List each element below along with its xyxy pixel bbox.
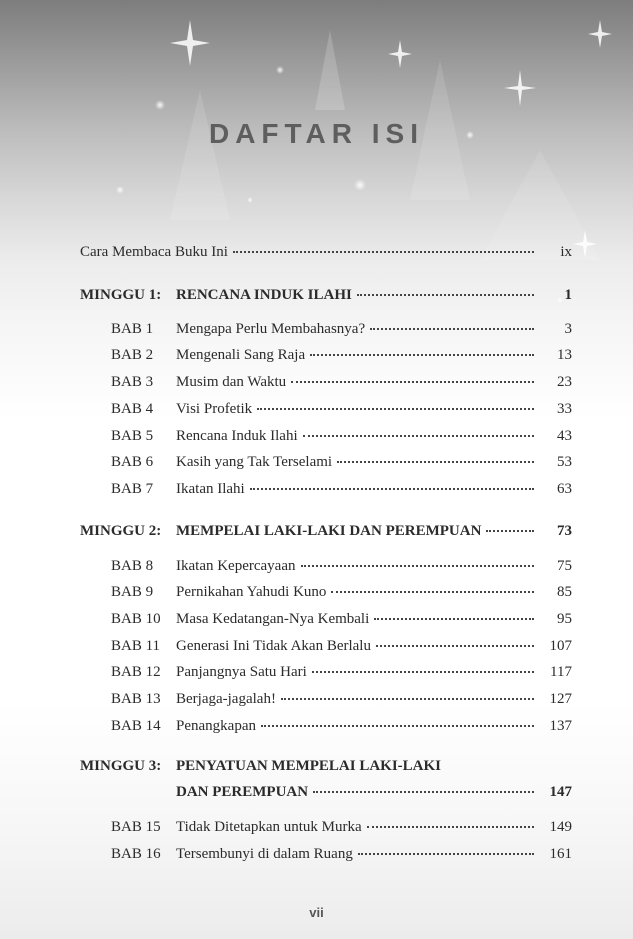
- dot-leader: [331, 590, 534, 593]
- toc-entry-title: Tidak Ditetapkan untuk Murka: [176, 819, 362, 835]
- toc-entry-title: Mengenali Sang Raja: [176, 347, 306, 363]
- toc-entry-label: MINGGU 2:: [80, 523, 162, 539]
- toc-week-heading[interactable]: [80, 758, 572, 780]
- toc-entry-title: DAN PEREMPUAN: [176, 784, 309, 800]
- toc-entry-page-number: 53: [557, 454, 572, 470]
- toc-entry-title: Ikatan Kepercayaan: [176, 558, 296, 574]
- toc-entry-page-number: 43: [557, 428, 572, 444]
- dot-leader: [357, 293, 534, 296]
- toc-entry-title: Ikatan Ilahi: [176, 481, 245, 497]
- page-title: DAFTAR ISI: [208, 118, 425, 149]
- toc-entry-page-number: 73: [557, 523, 572, 539]
- toc-entry-label: BAB 9: [111, 584, 154, 600]
- toc-chapter-entry[interactable]: [80, 347, 572, 369]
- toc-entry-title: Berjaga-jagalah!: [176, 691, 276, 707]
- toc-chapter-entry[interactable]: [80, 321, 572, 343]
- toc-chapter-entry[interactable]: [80, 819, 572, 841]
- toc-entry-label: BAB 11: [111, 638, 161, 654]
- toc-entry[interactable]: [80, 244, 572, 266]
- toc-chapter-entry[interactable]: [80, 638, 572, 660]
- toc-chapter-entry[interactable]: [80, 454, 572, 476]
- dot-leader: [312, 670, 534, 673]
- toc-entry-label: BAB 6: [111, 454, 154, 470]
- toc-entry-title: Penangkapan: [176, 718, 256, 734]
- dot-leader: [370, 327, 534, 330]
- toc-entry-title: Tersembunyi di dalam Ruang: [176, 846, 353, 862]
- toc-entry-label: MINGGU 1:: [80, 287, 162, 303]
- toc-entry-page-number: 1: [564, 287, 572, 303]
- toc-entry-label: BAB 10: [111, 611, 161, 627]
- dot-leader: [313, 790, 534, 793]
- toc-entry-title: Visi Profetik: [176, 401, 253, 417]
- toc-entry-title: Mengapa Perlu Membahasnya?: [176, 321, 366, 337]
- toc-chapter-entry[interactable]: [80, 584, 572, 606]
- toc-entry-page-number: 161: [549, 846, 572, 862]
- dot-leader: [310, 353, 534, 356]
- toc-entry-title: Masa Kedatangan-Nya Kembali: [176, 611, 370, 627]
- toc-entry-title: RENCANA INDUK ILAHI: [176, 287, 352, 303]
- toc-entry-page-number: 33: [557, 401, 572, 417]
- toc-chapter-entry[interactable]: [80, 611, 572, 633]
- dot-leader: [257, 407, 534, 410]
- toc-entry-title: PENYATUAN MEMPELAI LAKI-LAKI: [176, 758, 442, 774]
- dot-leader: [303, 434, 534, 437]
- toc-entry-page-number: 95: [557, 611, 572, 627]
- dot-leader: [291, 380, 534, 383]
- dot-leader: [486, 529, 534, 532]
- toc-entry-label: BAB 12: [111, 664, 161, 680]
- toc-entry-label: BAB 7: [111, 481, 154, 497]
- toc-entry-label: BAB 16: [111, 846, 161, 862]
- toc-entry-page-number: 107: [549, 638, 572, 654]
- toc-entry-title: Generasi Ini Tidak Akan Berlalu: [176, 638, 371, 654]
- dot-leader: [233, 250, 534, 253]
- toc-entry-title: Rencana Induk Ilahi: [176, 428, 298, 444]
- toc-chapter-entry[interactable]: [80, 664, 572, 686]
- toc-entry-page-number: 3: [564, 321, 572, 337]
- dot-leader: [358, 852, 534, 855]
- dot-leader: [374, 617, 534, 620]
- toc-entry-page-number: 137: [549, 718, 572, 734]
- toc-entry-label: BAB 1: [111, 321, 154, 337]
- toc-entry-page-number: 127: [549, 691, 572, 707]
- toc-entry-label: MINGGU 3:: [80, 758, 162, 774]
- dot-leader: [261, 724, 534, 727]
- toc-entry-page-number: 63: [557, 481, 572, 497]
- toc-week-heading[interactable]: [80, 287, 572, 309]
- toc-entry-title: Kasih yang Tak Terselami: [176, 454, 333, 470]
- toc-entry-page-number: 147: [549, 784, 572, 800]
- toc-entry-page-number: 85: [557, 584, 572, 600]
- toc-entry-page-number: 117: [550, 664, 572, 680]
- toc-entry-label: BAB 14: [111, 718, 161, 734]
- dot-leader: [250, 487, 534, 490]
- toc-chapter-entry[interactable]: [80, 718, 572, 740]
- toc-week-heading[interactable]: [80, 523, 572, 545]
- toc-entry-title: MEMPELAI LAKI-LAKI DAN PEREMPUAN: [176, 523, 482, 539]
- dot-leader: [301, 564, 534, 567]
- toc-entry-label: BAB 8: [111, 558, 154, 574]
- page-number: vii: [309, 905, 324, 920]
- toc-entry-label: BAB 2: [111, 347, 154, 363]
- toc-entry-title: Pernikahan Yahudi Kuno: [176, 584, 327, 600]
- toc-chapter-entry[interactable]: [80, 846, 572, 868]
- dot-leader: [376, 644, 534, 647]
- toc-entry-label: BAB 3: [111, 374, 154, 390]
- toc-chapter-entry[interactable]: [80, 401, 572, 423]
- toc-entry-page-number: 75: [557, 558, 572, 574]
- dot-leader: [367, 825, 534, 828]
- dot-leader: [337, 460, 534, 463]
- toc-entry-page-number: 149: [549, 819, 572, 835]
- toc-entry-page-number: ix: [560, 244, 572, 260]
- toc-entry-label: BAB 4: [111, 401, 154, 417]
- dot-leader: [281, 697, 534, 700]
- toc-chapter-entry[interactable]: [80, 374, 572, 396]
- toc-chapter-entry[interactable]: [80, 558, 572, 580]
- toc-entry-title: Musim dan Waktu: [176, 374, 287, 390]
- toc-entry-title: Panjangnya Satu Hari: [176, 664, 307, 680]
- toc-entry-page-number: 13: [557, 347, 572, 363]
- toc-chapter-entry[interactable]: [80, 428, 572, 450]
- toc-entry-title: Cara Membaca Buku Ini: [80, 244, 228, 260]
- toc-entry-label: BAB 5: [111, 428, 154, 444]
- toc-entry-label: BAB 15: [111, 819, 161, 835]
- toc-entry-label: BAB 13: [111, 691, 161, 707]
- toc-week-heading[interactable]: [80, 784, 572, 806]
- toc-entry-page-number: 23: [557, 374, 572, 390]
- toc-chapter-entry[interactable]: [80, 691, 572, 713]
- toc-chapter-entry[interactable]: [80, 481, 572, 503]
